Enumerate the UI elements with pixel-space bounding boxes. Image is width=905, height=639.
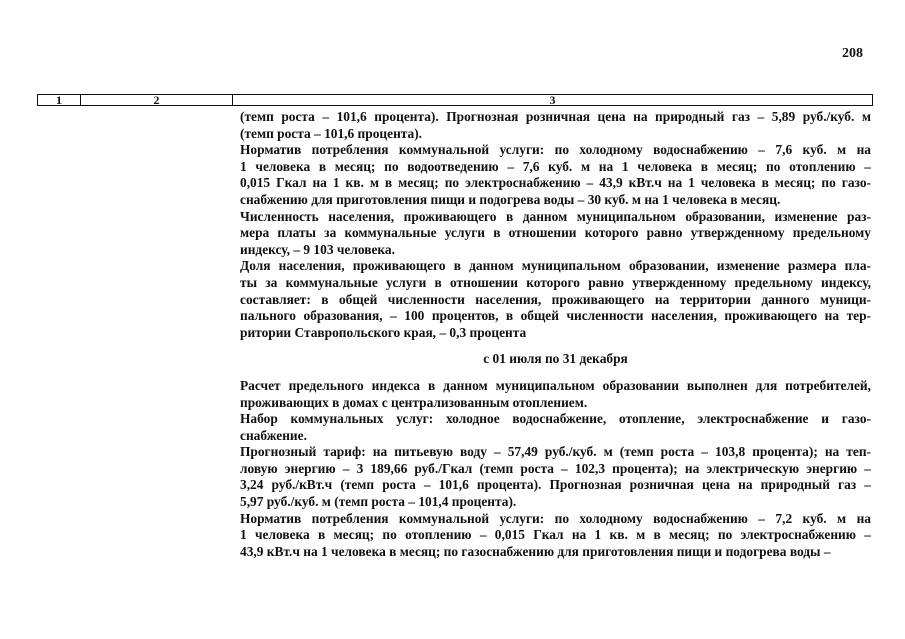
text-line: 5,97 руб./куб. м (темп роста – 101,4 процента). bbox=[240, 494, 517, 510]
text-line: мера платы за коммунальные услуги в отношении которого равно утвержденному предельному bbox=[240, 225, 871, 241]
table-header-col-1: 1 bbox=[56, 95, 62, 105]
text-line: индексу, – 9 103 человека. bbox=[240, 241, 395, 257]
text-line: 3,24 руб./кВт.ч (темп роста – 101,6 процента). Прогнозная розничная цена на природный газ – bbox=[240, 477, 871, 493]
text-line: Расчет предельного индекса в данном муниципальном образовании выполнен для потребителей, bbox=[240, 377, 871, 393]
text-line: снабжение. bbox=[240, 427, 307, 443]
text-line: проживающих в домах с централизованным отоплением. bbox=[240, 394, 588, 410]
text-line: Численность населения, проживающего в данном муниципальном образовании, изменение раз- bbox=[240, 208, 871, 224]
table-header-col-3: 3 bbox=[232, 95, 872, 105]
text-line: пального образования, – 100 процентов, в общей численности населения, проживающего на тер- bbox=[240, 308, 871, 324]
paragraph bbox=[240, 411, 871, 444]
paragraph bbox=[240, 511, 871, 561]
paragraph bbox=[240, 258, 871, 341]
text-line: (темп роста – 101,6 процента). bbox=[240, 125, 423, 141]
section-heading: с 01 июля по 31 декабря bbox=[483, 351, 628, 367]
paragraph bbox=[240, 109, 871, 142]
text-line: Норматив потребления коммунальной услуги: по холодному водоснабжению – 7,2 куб. м на bbox=[240, 510, 871, 526]
document-body bbox=[240, 109, 871, 560]
page-number: 208 bbox=[842, 46, 863, 61]
text-line: (темп роста – 101,6 процента). Прогнозная розничная цена на природный газ – 5,89 руб./куб. м bbox=[240, 109, 871, 124]
paragraph bbox=[240, 142, 871, 208]
text-line: Норматив потребления коммунальной услуги: по холодному водоснабжению – 7,6 куб. м на bbox=[240, 142, 871, 158]
text-line: 43,9 кВт.ч на 1 человека в месяц; по газоснабжению для приготовления пищи и подогрева воды – bbox=[240, 543, 831, 559]
paragraph bbox=[240, 378, 871, 411]
paragraph bbox=[240, 444, 871, 510]
text-line: 1 человека в месяц; по водоотведению – 7,6 куб. м на 1 человека в месяц; по отоплению – bbox=[240, 158, 871, 174]
text-line: Доля населения, проживающего в данном муниципальном образовании, изменение размера пла- bbox=[240, 258, 871, 274]
text-line: составляет: в общей численности населения, проживающего на территории данного муници- bbox=[240, 291, 871, 307]
text-line: 1 человека в месяц; по отоплению – 0,015 Гкал на 1 кв. м в месяц; по электроснабжению – bbox=[240, 527, 871, 543]
paragraph bbox=[240, 209, 871, 259]
text-line: 0,015 Гкал на 1 кв. м в месяц; по электроснабжению – 43,9 кВт.ч на 1 человека в месяц; по газо- bbox=[240, 175, 871, 191]
text-line: ты за коммунальные услуги в отношении которого равно утвержденному предельному индексу, bbox=[240, 274, 871, 290]
text-line: Прогнозный тариф: на питьевую воду – 57,49 руб./куб. м (темп роста – 103,8 процента); на теп- bbox=[240, 444, 871, 460]
text-line: Набор коммунальных услуг: холодное водоснабжение, отопление, электроснабжение и газо- bbox=[240, 411, 871, 427]
text-line: ловую энергию – 3 189,66 руб./Гкал (темп роста – 102,3 процента); на электрическую энергию – bbox=[240, 460, 871, 476]
text-line: ритории Ставропольского края, – 0,3 процента bbox=[240, 324, 527, 340]
table-header-row bbox=[37, 94, 873, 106]
text-line: снабжению для приготовления пищи и подогрева воды – 30 куб. м на 1 человека в месяц. bbox=[240, 191, 781, 207]
table-header-col-2: 2 bbox=[80, 95, 232, 105]
